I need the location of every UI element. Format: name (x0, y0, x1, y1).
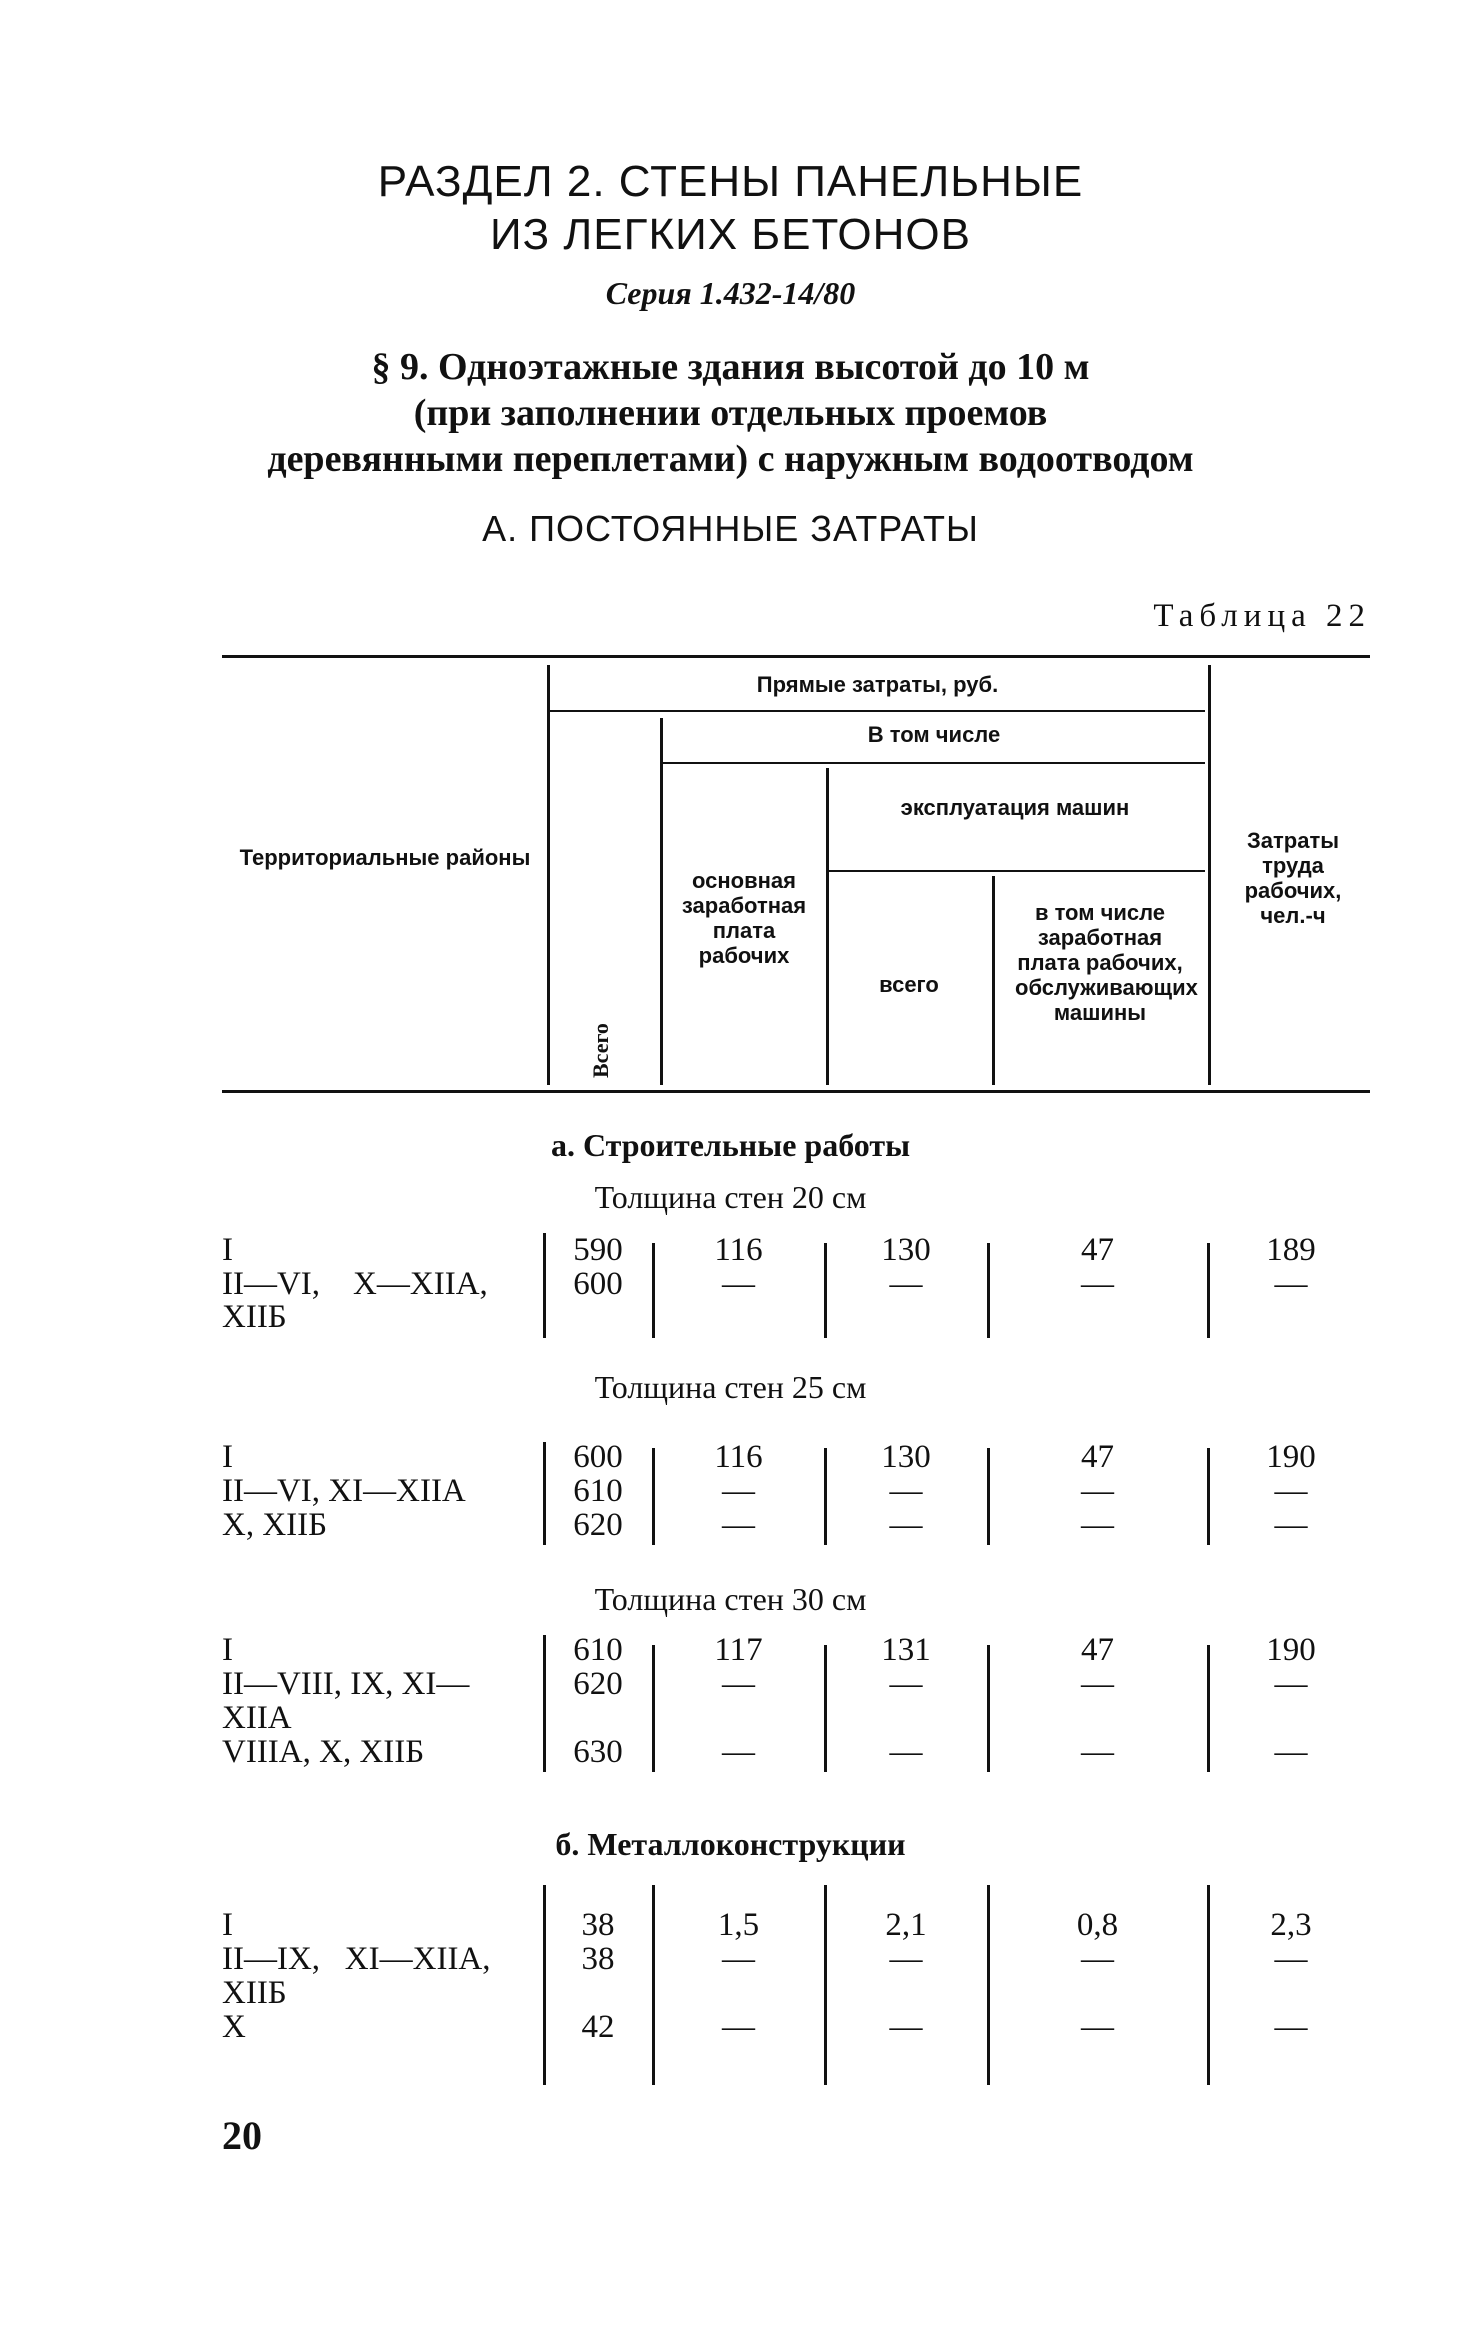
section-title-line2: ИЗ ЛЕГКИХ БЕТОНОВ (490, 210, 971, 259)
row-machine: — (889, 1266, 923, 1302)
column-separator (824, 1243, 827, 1338)
column-separator (824, 1645, 827, 1772)
row-machine-wage: — (1081, 2009, 1114, 2045)
row-machine: 130 (881, 1232, 931, 1268)
row-total: 42 (581, 2009, 615, 2045)
row-wage: 1,5 (717, 1907, 760, 1943)
row-region: VIIIA, X, XIIБ (222, 1734, 425, 1770)
row-region: I (222, 1907, 233, 1943)
base-wage-header: основная заработная плата рабочих (681, 868, 807, 968)
column-separator (987, 1885, 990, 2085)
row-labor: — (1274, 1473, 1308, 1509)
row-total: 600 (573, 1266, 623, 1302)
column-separator (543, 1885, 546, 2085)
row-region: II—VI, X—XIIA, (222, 1266, 488, 1302)
row-machine: — (889, 1473, 923, 1509)
header-top-rule (222, 655, 1370, 658)
row-wage: — (722, 1473, 755, 1509)
header-divider (826, 768, 829, 1085)
column-separator (652, 1885, 655, 2085)
column-separator (1207, 1243, 1210, 1338)
section-title-line1: РАЗДЕЛ 2. СТЕНЫ ПАНЕЛЬНЫЕ (377, 157, 1084, 206)
row-total: 610 (573, 1473, 623, 1509)
row-total: 590 (573, 1232, 623, 1268)
row-labor: 2,3 (1270, 1907, 1312, 1943)
column-separator (652, 1645, 655, 1772)
row-wage: 116 (714, 1439, 763, 1475)
row-machine: 130 (881, 1439, 931, 1475)
header-divider (1208, 665, 1211, 1085)
row-machine: — (889, 2009, 923, 2045)
row-machine: — (889, 1734, 923, 1770)
paragraph-title-line3: деревянными переплетами) с наружным водоотводом (267, 438, 1194, 480)
row-total: 600 (573, 1439, 623, 1475)
row-machine-wage: — (1081, 1507, 1114, 1543)
row-labor: 190 (1266, 1439, 1316, 1475)
row-region: II—VIII, IX, XI— (222, 1666, 470, 1702)
column-separator (1207, 1885, 1210, 2085)
header-divider (660, 718, 663, 1085)
row-labor: — (1274, 1507, 1308, 1543)
header-divider (550, 710, 1205, 712)
column-separator (987, 1645, 990, 1772)
column-separator (543, 1635, 546, 1772)
column-separator (824, 1885, 827, 2085)
column-separator (652, 1448, 655, 1545)
total-header: Всего (588, 1023, 613, 1078)
row-machine: 131 (881, 1632, 931, 1668)
row-region: XIIA (222, 1700, 292, 1736)
row-machine-wage: 0,8 (1076, 1907, 1119, 1943)
row-region: I (222, 1439, 233, 1475)
row-wage: 116 (714, 1232, 763, 1268)
row-wage: 117 (714, 1632, 763, 1668)
machine-operation-header: эксплуатация машин (900, 795, 1130, 820)
row-wage: — (722, 1941, 755, 1977)
subsection-title: Толщина стен 20 см (594, 1179, 867, 1215)
row-wage: — (722, 2009, 755, 2045)
header-bottom-rule (222, 1090, 1370, 1093)
row-region: I (222, 1632, 233, 1668)
row-wage: — (722, 1266, 755, 1302)
row-machine: — (889, 1666, 923, 1702)
row-labor: 190 (1266, 1632, 1316, 1668)
row-total: 630 (573, 1734, 623, 1770)
column-separator (824, 1448, 827, 1545)
subsection-title: Толщина стен 30 см (594, 1581, 867, 1617)
section-title: а. Строительные работы (550, 1127, 911, 1163)
row-labor: — (1274, 1734, 1308, 1770)
column-separator (987, 1448, 990, 1545)
row-machine-wage: 47 (1081, 1232, 1114, 1268)
row-machine: — (889, 1507, 923, 1543)
machine-total-header: всего (879, 972, 939, 997)
row-machine-wage: — (1081, 1666, 1114, 1702)
row-labor: 189 (1266, 1232, 1316, 1268)
subsection-title: Толщина стен 25 см (594, 1369, 867, 1405)
row-machine-wage: 47 (1081, 1439, 1114, 1475)
row-machine-wage: — (1081, 1473, 1114, 1509)
section-title: б. Металлоконструкции (555, 1826, 906, 1862)
column-separator (652, 1243, 655, 1338)
subtitle: А. ПОСТОЯННЫЕ ЗАТРАТЫ (482, 508, 979, 549)
row-region: I (222, 1232, 233, 1268)
direct-costs-header: Прямые затраты, руб. (756, 672, 999, 697)
row-labor: — (1274, 1941, 1308, 1977)
table-number: Таблица 22 (1153, 598, 1371, 634)
column-separator (987, 1243, 990, 1338)
column-separator (543, 1233, 546, 1338)
row-total: 620 (573, 1507, 623, 1543)
row-region: II—IX, XI—XIIA, (222, 1941, 491, 1977)
row-machine: — (889, 1941, 923, 1977)
row-total: 38 (581, 1941, 615, 1977)
header-divider (829, 870, 1205, 872)
page-number: 20 (222, 2113, 262, 2158)
labor-header: Затраты труда рабочих, чел.-ч (1244, 828, 1342, 928)
row-total: 620 (573, 1666, 623, 1702)
paragraph-title-line1: § 9. Одноэтажные здания высотой до 10 м (371, 346, 1090, 388)
row-total: 38 (581, 1907, 615, 1943)
column-separator (1207, 1645, 1210, 1772)
header-divider (663, 762, 1205, 764)
row-machine-wage: — (1081, 1941, 1114, 1977)
regions-header: Территориальные районы (239, 845, 531, 870)
row-region: X (222, 2009, 246, 2045)
row-total: 610 (573, 1632, 623, 1668)
including-header: В том числе (867, 722, 1001, 747)
row-region: XIIБ (222, 1975, 287, 2011)
column-separator (1207, 1448, 1210, 1545)
column-separator (543, 1442, 546, 1545)
row-region: X, XIIБ (222, 1507, 328, 1543)
machine-wage-header: в том числе заработная плата рабочих, обслуживающих машины (1015, 900, 1198, 1025)
series-label: Серия 1.432-14/80 (605, 275, 856, 311)
row-labor: — (1274, 1666, 1308, 1702)
row-labor: — (1274, 1266, 1308, 1302)
row-region: II—VI, XI—XIIA (222, 1473, 466, 1509)
row-wage: — (722, 1734, 755, 1770)
row-machine-wage: — (1081, 1734, 1114, 1770)
row-machine: 2,1 (885, 1907, 927, 1943)
row-region: XIIБ (222, 1299, 287, 1335)
row-machine-wage: 47 (1081, 1632, 1114, 1668)
header-divider (992, 876, 995, 1085)
row-wage: — (722, 1666, 755, 1702)
row-labor: — (1274, 2009, 1308, 2045)
row-wage: — (722, 1507, 755, 1543)
header-divider (547, 665, 550, 1085)
paragraph-title-line2: (при заполнении отдельных проемов (413, 392, 1048, 434)
row-machine-wage: — (1081, 1266, 1114, 1302)
